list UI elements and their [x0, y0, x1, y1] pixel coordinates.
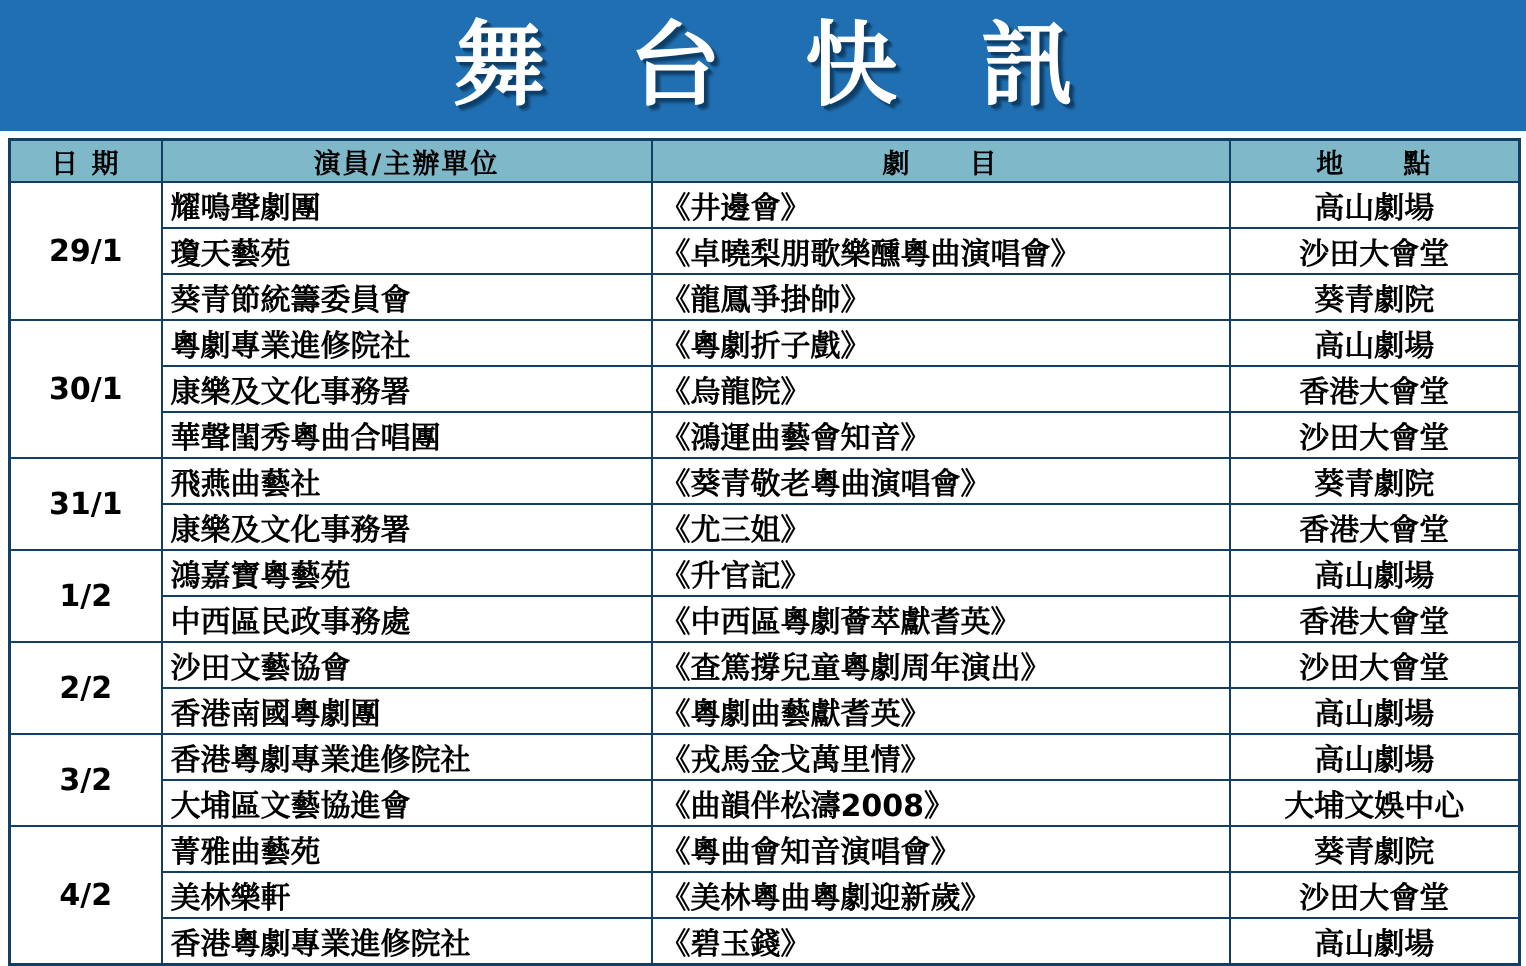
cell-venue: 香港大會堂: [1230, 366, 1520, 412]
cell-show: 《升官記》: [652, 550, 1230, 596]
cell-show: 《鴻運曲藝會知音》: [652, 412, 1230, 458]
table-row: [10, 504, 1520, 550]
cell-venue: 沙田大會堂: [1230, 412, 1520, 458]
cell-venue: 大埔文娛中心: [1230, 780, 1520, 826]
cell-show: 《戎馬金戈萬里情》: [652, 734, 1230, 780]
cell-venue: 沙田大會堂: [1230, 228, 1520, 274]
cell-venue: 高山劇場: [1230, 734, 1520, 780]
cell-show: 《美林粵曲粵劇迎新歲》: [652, 872, 1230, 918]
table-body: [10, 182, 1520, 965]
column-header-show: 劇 目: [652, 140, 1230, 183]
cell-venue: 高山劇場: [1230, 320, 1520, 366]
cell-show: 《烏龍院》: [652, 366, 1230, 412]
cell-troupe: 粵劇專業進修院社: [162, 320, 652, 366]
cell-troupe: 華聲閨秀粵曲合唱團: [162, 412, 652, 458]
cell-troupe: 康樂及文化事務署: [162, 366, 652, 412]
cell-show: 《卓曉梨朋歌樂醺粵曲演唱會》: [652, 228, 1230, 274]
cell-venue: 高山劇場: [1230, 182, 1520, 228]
cell-troupe: 美林樂軒: [162, 872, 652, 918]
cell-show: 《中西區粵劇薈萃獻耆英》: [652, 596, 1230, 642]
table-row: [10, 458, 1520, 504]
cell-date: 29/1: [10, 182, 162, 320]
table-row: [10, 274, 1520, 320]
cell-venue: 高山劇場: [1230, 550, 1520, 596]
cell-venue: 沙田大會堂: [1230, 642, 1520, 688]
column-header-date: 日 期: [10, 140, 162, 183]
table-row: [10, 780, 1520, 826]
table-row: [10, 826, 1520, 872]
cell-show: 《曲韻伴松濤2008》: [652, 780, 1230, 826]
cell-venue: 沙田大會堂: [1230, 872, 1520, 918]
cell-date: 31/1: [10, 458, 162, 550]
cell-show: 《粵劇折子戲》: [652, 320, 1230, 366]
cell-troupe: 香港粵劇專業進修院社: [162, 734, 652, 780]
table-row: [10, 412, 1520, 458]
table-row: [10, 918, 1520, 965]
cell-date: 1/2: [10, 550, 162, 642]
column-header-troupe: 演員/主辦單位: [162, 140, 652, 183]
cell-venue: 葵青劇院: [1230, 458, 1520, 504]
cell-troupe: 沙田文藝協會: [162, 642, 652, 688]
table-row: [10, 688, 1520, 734]
cell-venue: 葵青劇院: [1230, 826, 1520, 872]
cell-troupe: 香港粵劇專業進修院社: [162, 918, 652, 965]
cell-troupe: 中西區民政事務處: [162, 596, 652, 642]
cell-date: 30/1: [10, 320, 162, 458]
schedule-table-wrapper: [8, 138, 1518, 966]
cell-show: 《碧玉錢》: [652, 918, 1230, 965]
cell-troupe: 瓊天藝苑: [162, 228, 652, 274]
cell-show: 《尤三姐》: [652, 504, 1230, 550]
table-row: [10, 596, 1520, 642]
table-row: [10, 734, 1520, 780]
table-row: [10, 550, 1520, 596]
table-row: [10, 642, 1520, 688]
table-row: [10, 366, 1520, 412]
cell-show: 《粵曲會知音演唱會》: [652, 826, 1230, 872]
table-row: [10, 182, 1520, 228]
cell-troupe: 康樂及文化事務署: [162, 504, 652, 550]
cell-troupe: 飛燕曲藝社: [162, 458, 652, 504]
cell-troupe: 大埔區文藝協進會: [162, 780, 652, 826]
cell-venue: 高山劇場: [1230, 688, 1520, 734]
cell-troupe: 鴻嘉寶粵藝苑: [162, 550, 652, 596]
cell-show: 《井邊會》: [652, 182, 1230, 228]
cell-troupe: 菁雅曲藝苑: [162, 826, 652, 872]
cell-venue: 高山劇場: [1230, 918, 1520, 965]
cell-show: 《粵劇曲藝獻耆英》: [652, 688, 1230, 734]
schedule-table: [8, 138, 1521, 966]
cell-show: 《龍鳳爭掛帥》: [652, 274, 1230, 320]
cell-show: 《葵青敬老粵曲演唱會》: [652, 458, 1230, 504]
cell-date: 2/2: [10, 642, 162, 734]
table-row: [10, 228, 1520, 274]
cell-venue: 葵青劇院: [1230, 274, 1520, 320]
table-row: [10, 320, 1520, 366]
table-header-row: [10, 140, 1520, 183]
page-title: 舞 台 快 訊: [452, 11, 1100, 119]
cell-date: 4/2: [10, 826, 162, 965]
cell-troupe: 耀鳴聲劇團: [162, 182, 652, 228]
cell-troupe: 香港南國粵劇團: [162, 688, 652, 734]
cell-venue: 香港大會堂: [1230, 504, 1520, 550]
page-banner: [0, 0, 1526, 131]
cell-venue: 香港大會堂: [1230, 596, 1520, 642]
cell-troupe: 葵青節統籌委員會: [162, 274, 652, 320]
column-header-venue: 地 點: [1230, 140, 1520, 183]
cell-date: 3/2: [10, 734, 162, 826]
table-header: [10, 140, 1520, 183]
cell-show: 《查篤撐兒童粵劇周年演出》: [652, 642, 1230, 688]
table-row: [10, 872, 1520, 918]
